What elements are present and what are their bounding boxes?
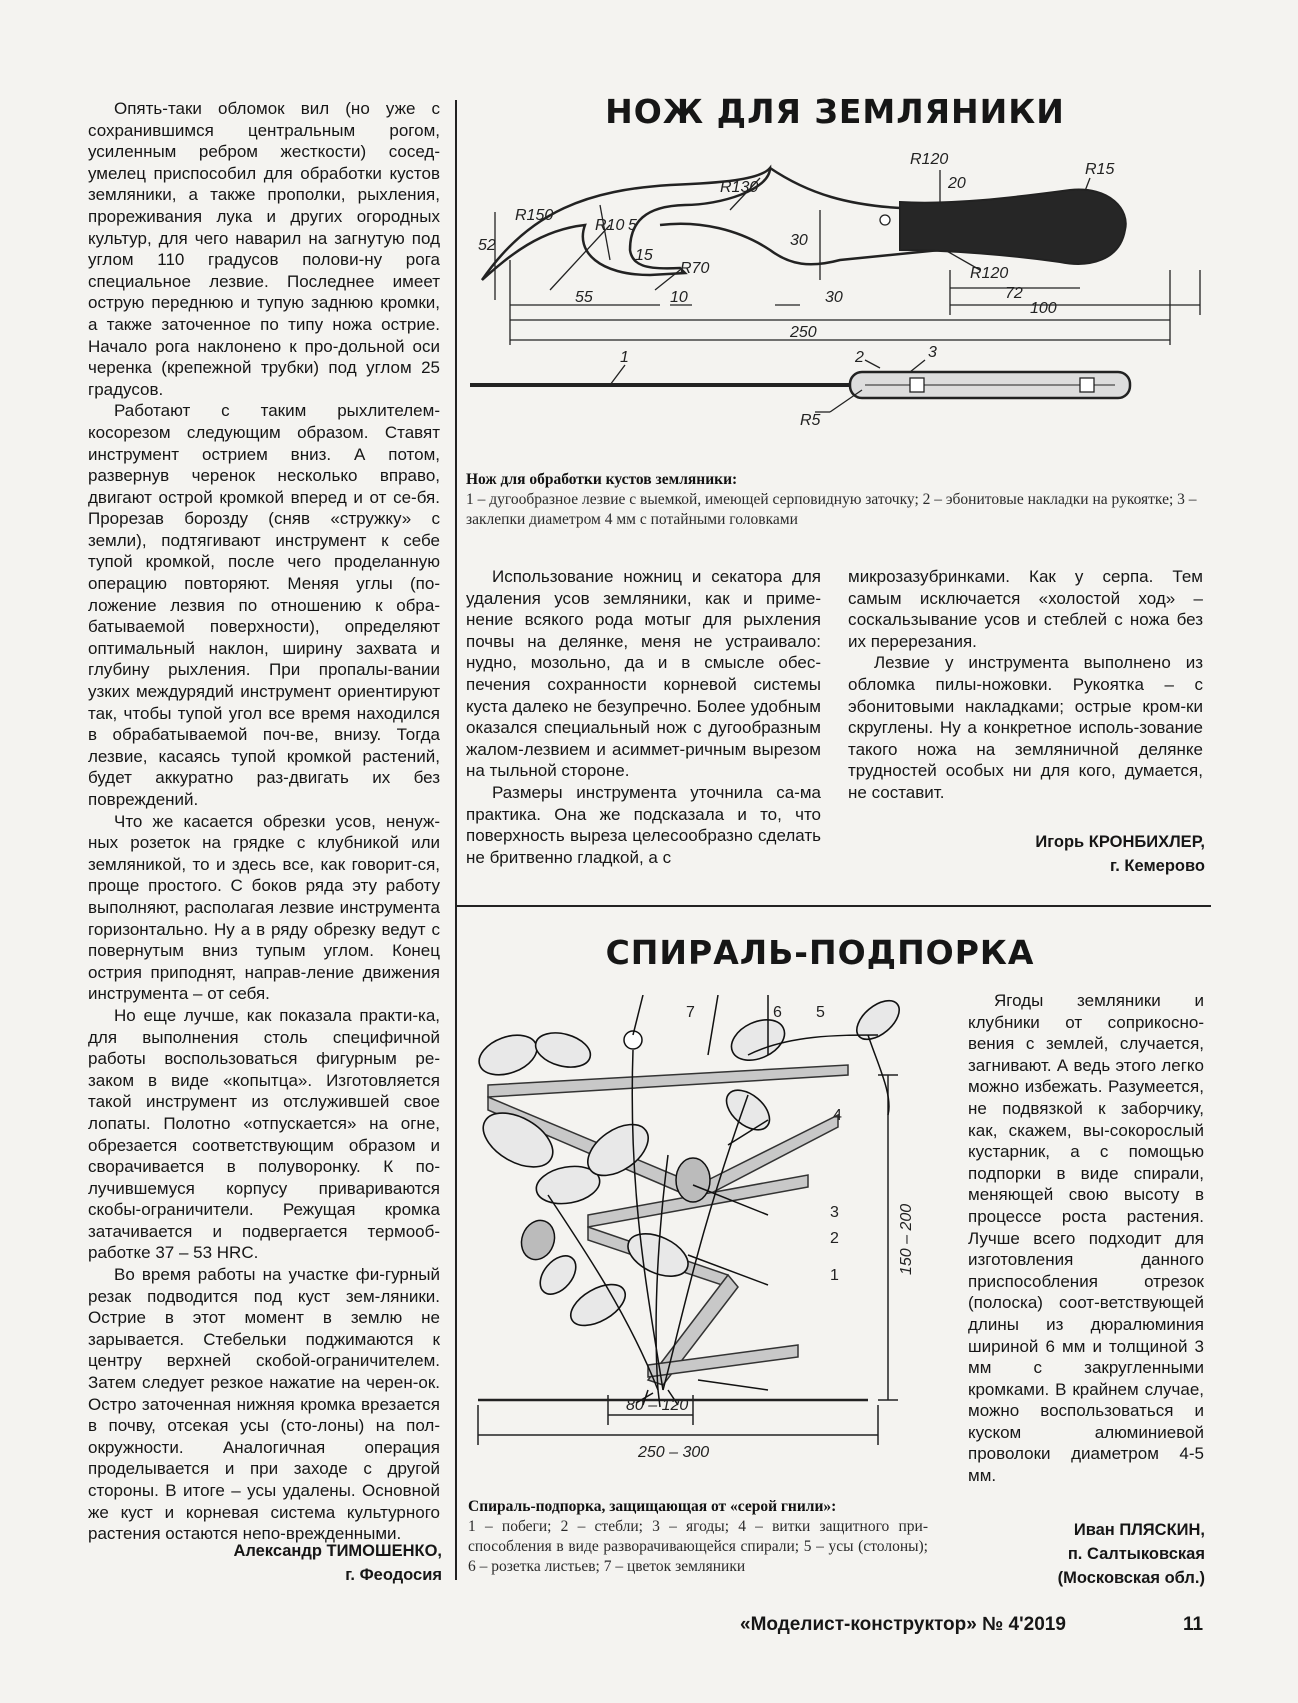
label-shoots: 1 <box>830 1267 839 1284</box>
author-city: г. Феодосия <box>345 1566 442 1584</box>
label-coils: 4 <box>833 1107 842 1124</box>
label-dim30v: 30 <box>790 232 808 249</box>
paragraph: Опять-таки обломок вил (но уже с сохранившимся центральным рогом, усиленным ребром жесткости) сосед-умелец приспособил для обработки кустов земляники, а также прополки, рыхления, прореживания лука и других огородных культур, для чего наварил на загнутую под углом 110 градусов полови-ну рога специальное лезвие. Последнее имеет острую переднюю и тупую заднюю кромки, а также заточенное по типу ножа острие. Начало рога наклонено к про-дольной оси черенка (крепежной трубки) под углом 25 градусов. <box>88 99 440 399</box>
label-outer: 250 – 300 <box>638 1444 710 1461</box>
article-title-knife: НОЖ ДЛЯ ЗЕМЛЯНИКИ <box>605 92 1065 131</box>
page-number: 11 <box>1183 1614 1204 1635</box>
label-r120-bot: R120 <box>970 265 1009 282</box>
author-place: п. Салтыковская <box>1067 1545 1205 1563</box>
label-r130: R130 <box>720 179 759 196</box>
label-flower: 7 <box>686 1004 695 1021</box>
label-stems: 2 <box>830 1230 839 1247</box>
left-author-block <box>180 1539 442 1587</box>
spiral-drawing <box>468 995 958 1475</box>
spiral-caption <box>468 1497 928 1577</box>
right-author-block <box>900 830 1205 878</box>
section-rule <box>455 905 1211 907</box>
article-title-spiral: СПИРАЛЬ-ПОДПОРКА <box>605 933 1035 972</box>
paragraph: Но еще лучше, как показала практи-ка, для выполнения столь специфичной работы воспользоваться фигурным ре-заком в виде «копытца». Изготовляется такой инструмент из отслужившей свое лопаты. Полотно «отпускается» на огне, обрезается соответствующим образом и сворачивается в полуворонку. К по-лучившемуся корпусу привариваются скобы-ограничители. Режущая кромка затачивается и подвергается термооб-работке 37 – 53 HRC. <box>88 1005 440 1263</box>
label-r5: R5 <box>800 412 821 429</box>
paragraph: Ягоды земляники и клубники от соприкосно-вения с землей, случается, загнивают. А ведь этого легко можно избежать. Разумеется, не подвязкой к заборчику, как, скажем, вы-сокорослый кустарник, а с помощью подпорки в виде спирали, меняющей свою высоту в процессе роста растения. Лучше всего подходит для изготовления данного приспособления отрезок (полоска) соот-ветствующей длины из дюралюминия шириной 6 мм и толщиной 3 мм с закругленными кромками. В крайнем случае, можно воспользоваться и куском алюминиевой проволоки диаметром 4-5 мм. <box>968 991 1204 1486</box>
author-name: Иван ПЛЯСКИН, <box>1073 1521 1205 1539</box>
label-part1: 1 <box>620 349 629 366</box>
label-dim20: 20 <box>948 175 966 192</box>
paragraph: Лезвие у инструмента выполнено из обломка пилы-ножовки. Рукоятка – с эбонитовыми накладками; острые кром-ки скруглены. Ну а конкретное исполь-зование такого ножа на земляничной делянке трудностей особых ни для кого, думается, не составит. <box>848 653 1203 802</box>
label-dim30: 30 <box>825 289 843 306</box>
author-region: (Московская обл.) <box>1057 1569 1205 1587</box>
label-r15: R15 <box>1085 161 1115 178</box>
caption-title: Нож для обработки кустов земляники: <box>466 471 738 488</box>
paragraph: микрозазубринками. Как у серпа. Тем самым исключается «холостой ход» – соскальзывание усов и стеблей с ножа без их перерезания. <box>848 567 1203 651</box>
knife-caption <box>466 470 1206 530</box>
middle-column-text <box>466 566 821 868</box>
label-r150: R150 <box>515 207 554 224</box>
label-inner: 80 – 120 <box>626 1397 689 1414</box>
label-r120-top: R120 <box>910 151 949 168</box>
right-column-text <box>848 566 1203 804</box>
paragraph: Размеры инструмента уточнила са-ма практика. Она же подсказала и то, что поверхность выреза целесообразно сделать не бритвенно гладкой, а с <box>466 782 821 867</box>
label-dim250: 250 <box>790 324 817 341</box>
label-dim100: 100 <box>1030 300 1057 317</box>
paragraph: Во время работы на участке фи-гурный резак подводится под куст зем-ляники. Острие в этот момент в землю не зарывается. Стебельки поджимаются к центру верхней скобой-ограничителем. Затем следует резкое нажатие на черен-ок. Остро заточенная нижняя кромка врезается в почву, отсекая усы (сто-лоны) на пол-окружности. Аналогичная операция проделывается и при заходе с другой стороны. В итоге – усы удалены. Основной же куст и корневая система культурного растения остаются непо-врежденными. <box>88 1265 440 1544</box>
label-berries: 3 <box>830 1204 839 1221</box>
label-r10: R10 <box>595 217 625 234</box>
caption-text: 1 – дугообразное лезвие с выемкой, имеющей серповидную заточку; 2 – эбонитовые накладки на рукоятке; 3 – заклепки диаметром 4 мм с потайными головками <box>466 491 1197 528</box>
caption-title: Спираль-подпорка, защищающая от «серой гнили»: <box>468 1498 837 1515</box>
footer-magazine: «Моделист-конструктор» № 4'2019 <box>740 1614 1066 1635</box>
column-rule-left <box>455 100 457 1580</box>
label-dim52: 52 <box>478 237 496 254</box>
label-rosette: 6 <box>773 1004 782 1021</box>
label-dim72: 72 <box>1005 285 1023 302</box>
author-name: Игорь КРОНБИХЛЕР, <box>1035 833 1205 851</box>
label-dim5: 5 <box>628 217 637 234</box>
knife-drawing <box>470 150 1210 480</box>
paragraph: Работают с таким рыхлителем-косорезом следующим образом. Ставят инструмент острием вниз. А потом, развернув черенок несколько вправо, двигают острой кромкой вперед и от се-бя. Прорезав борозду (сняв «стружку» с земли), подтягивают инструмент к себе тупой кромкой, после чего проделанную операцию повторяют. Меняя углы (по-ложение лезвия по отношению к обра-батываемой поверхности), определяют оптимальный наклон, ширину захвата и глубину рыхления. При пропалы-вании узких междурядий инструмент ориентируют так, чтобы тупой угол все время находился в обрабатываемой поч-ве, внизу. Тогда лезвие, касаясь тупой кромкой растений, будет аккуратно раз-двигать их без повреждений. <box>88 401 440 809</box>
label-dim55: 55 <box>575 289 593 306</box>
paragraph: Использование ножниц и секатора для удаления усов земляники, как и приме-нение всякого рода мотыг для рыхления почвы на делянке, меня не устраивало: нудно, мозольно, да и в смысле обес-печения сохранности корневой системы куста далеко не безупречно. Более удобным оказался специальный нож с дугообразным жалом-лезвием и асиммет-ричным вырезом на тыльной стороне. <box>466 567 821 781</box>
label-dim10: 10 <box>670 289 688 306</box>
label-height: 150 – 200 <box>898 1203 915 1275</box>
spiral-text <box>968 990 1204 1487</box>
label-part3: 3 <box>928 344 937 361</box>
label-part2: 2 <box>855 349 864 366</box>
paragraph: Что же касается обрезки усов, ненуж-ных розеток на грядке с клубникой или земляникой, то и здесь все, как говорит-ся, проще простого. С боков ряда эту работу выполняют, располагая лезвие инструмента горизонтально. Ну а в ряду обрезку ведут с повернутым вниз тупым углом. Конец острия приподнят, направ-ление движения инструмента – от себя. <box>88 811 440 1004</box>
spiral-author-block <box>1000 1518 1205 1590</box>
caption-text: 1 – побеги; 2 – стебли; 3 – ягоды; 4 – витки защитного при-способления в виде разворачивающейся спирали; 5 – усы (столоны); 6 – розетка листьев; 7 – цветок земляники <box>468 1518 928 1575</box>
label-runners: 5 <box>816 1004 825 1021</box>
label-dim15: 15 <box>635 247 653 264</box>
author-name: Александр ТИМОШЕНКО, <box>233 1542 442 1560</box>
left-column-text <box>88 98 440 1545</box>
author-city: г. Кемерово <box>1110 857 1205 875</box>
label-r70: R70 <box>680 260 710 277</box>
